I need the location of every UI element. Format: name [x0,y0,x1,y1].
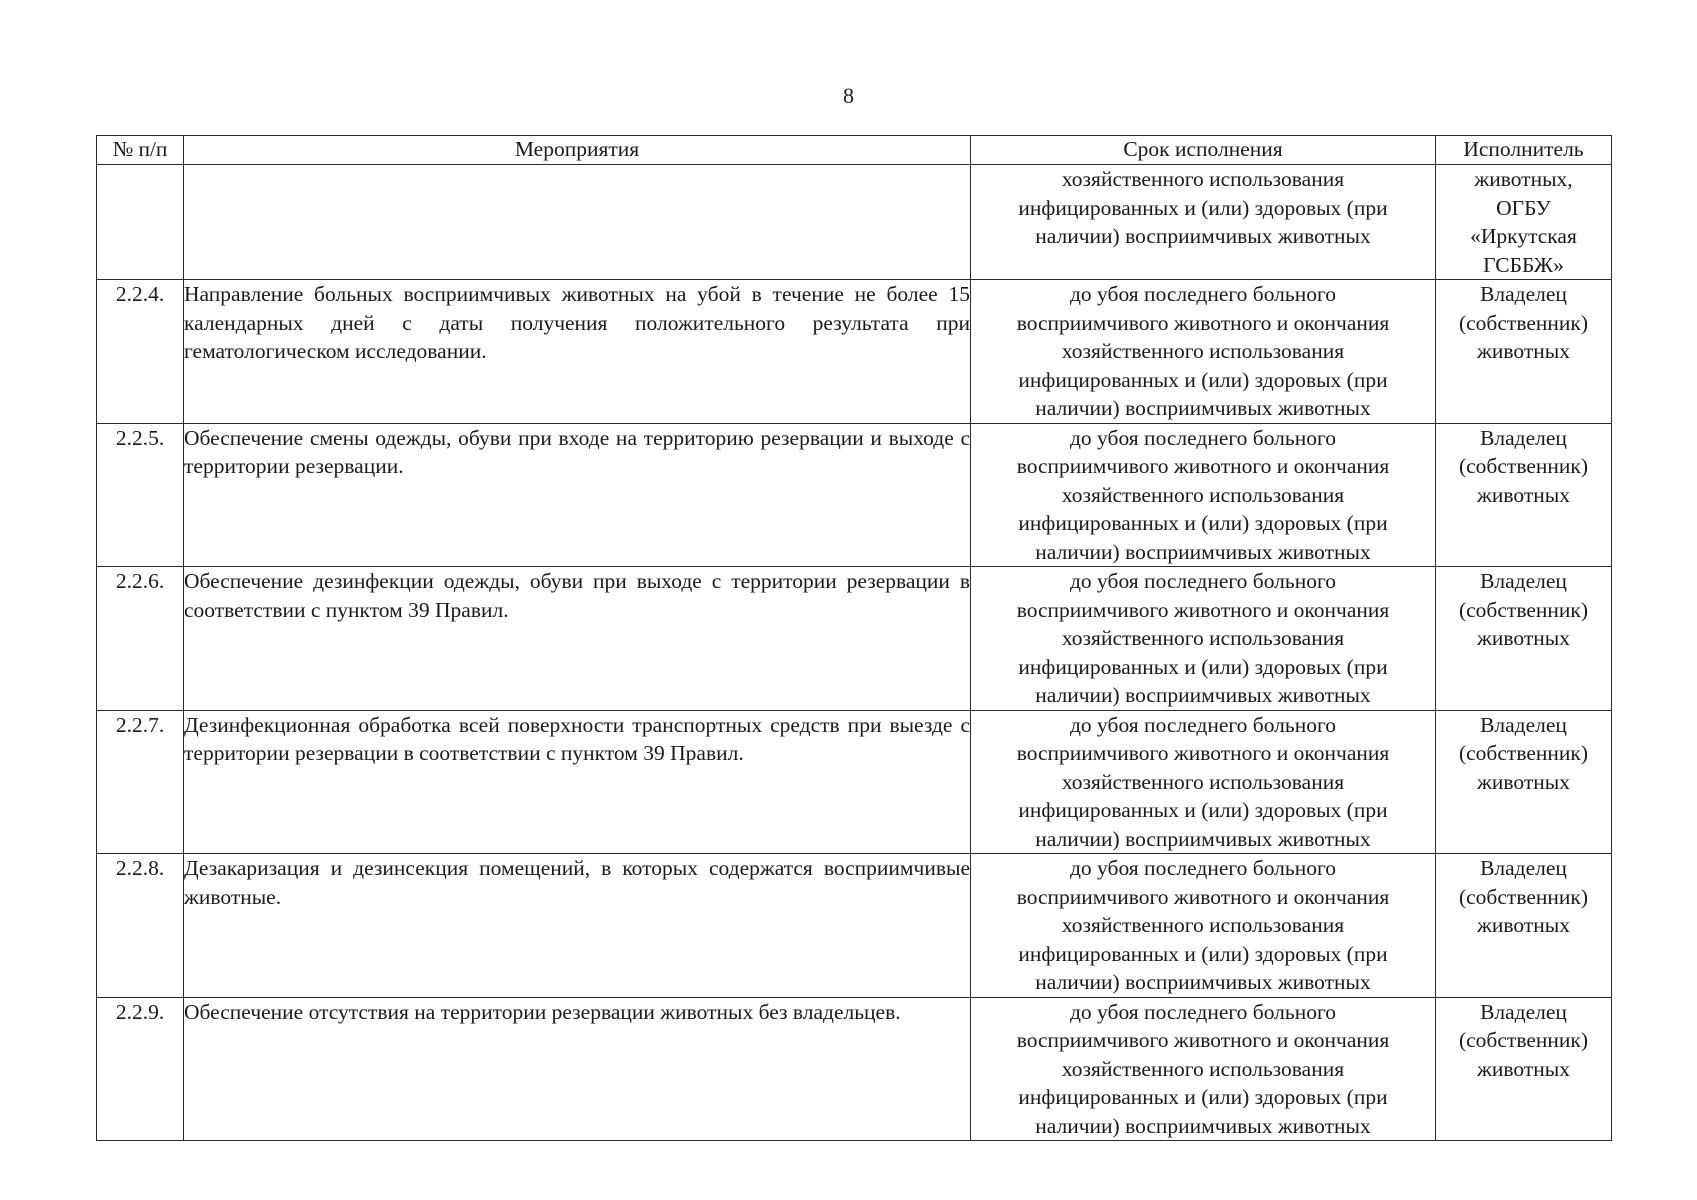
row-number: 2.2.9. [97,997,184,1141]
term-line: инфицированных и (или) здоровых (при [1018,511,1388,535]
row-activity: Обеспечение смены одежды, обуви при входе на территорию резервации и выходе с территории резервации. [184,423,971,567]
table-header-row [97,136,1612,165]
term-line: наличии) восприимчивых животных [1035,970,1371,994]
executor-line: животных [1477,482,1570,507]
executor-line: (собственник) [1458,310,1589,335]
term-line: наличии) восприимчивых животных [1035,396,1371,420]
executor-line: животных [1477,339,1570,363]
executor-line: «Иркутская [1470,224,1577,248]
executor-line: ГСББЖ» [1483,252,1564,277]
term-line: хозяйственного использования [1061,769,1345,794]
row-activity: Дезакаризация и дезинсекция помещений, в которых содержатся восприимчивые животные. [184,854,971,998]
row-executor [1436,710,1612,854]
term-line: до убоя последнего больного [1069,999,1337,1024]
header-executor: Исполнитель [1436,136,1612,165]
term-line: инфицированных и (или) здоровых (при [1018,1085,1388,1109]
table-row [97,997,1612,1141]
term-line: до убоя последнего больного [1069,712,1337,737]
row-number [97,165,184,280]
row-executor [1436,280,1612,424]
executor-line: ОГБУ [1496,195,1551,220]
executor-line: животных, [1474,167,1573,191]
row-number: 2.2.4. [97,280,184,424]
row-number: 2.2.8. [97,854,184,998]
row-number: 2.2.7. [97,710,184,854]
row-term [971,854,1436,998]
row-number: 2.2.5. [97,423,184,567]
executor-line: (собственник) [1458,884,1589,909]
term-line: хозяйственного использования [1061,167,1345,191]
row-term [971,710,1436,854]
term-line: наличии) восприимчивых животных [1035,539,1371,564]
term-line: хозяйственного использования [1061,1056,1345,1081]
term-line: восприимчивого животного и окончания [1016,454,1390,478]
term-line: восприимчивого животного и окончания [1016,741,1390,765]
term-line: хозяйственного использования [1061,626,1345,650]
term-line: хозяйственного использования [1061,339,1345,363]
term-line: до убоя последнего больного [1069,856,1337,880]
executor-line: животных [1477,913,1570,937]
executor-line: Владелец [1480,712,1567,737]
executor-line: (собственник) [1458,597,1589,622]
row-activity: Дезинфекционная обработка всей поверхности транспортных средств при выезде с территории резервации в соответствии с пунктом 39 Правил. [184,710,971,854]
executor-line: Владелец [1480,999,1567,1024]
table-row [97,567,1612,711]
row-term [971,423,1436,567]
term-line: наличии) восприимчивых животных [1035,224,1371,248]
executor-line: Владелец [1480,856,1567,880]
term-line: до убоя последнего больного [1069,425,1337,450]
term-line: восприимчивого животного и окончания [1016,884,1390,909]
executor-line: животных [1477,769,1570,794]
term-line: восприимчивого животного и окончания [1016,597,1390,622]
term-line: до убоя последнего больного [1069,282,1337,306]
table-row [97,423,1612,567]
term-line: инфицированных и (или) здоровых (при [1018,798,1388,822]
term-line: наличии) восприимчивых животных [1035,826,1371,851]
page-number: 8 [843,83,854,108]
executor-line: Владелец [1480,569,1567,593]
term-line: до убоя последнего больного [1069,569,1337,593]
term-line: наличии) восприимчивых животных [1035,1113,1371,1138]
row-term [971,165,1436,280]
measures-table [96,135,1612,1141]
row-term [971,997,1436,1141]
term-line: хозяйственного использования [1061,913,1345,937]
row-executor [1436,567,1612,711]
term-line: инфицированных и (или) здоровых (при [1018,367,1388,392]
row-activity: Обеспечение дезинфекции одежды, обуви при выходе с территории резервации в соответствии с пунктом 39 Правил. [184,567,971,711]
executor-line: (собственник) [1458,1028,1589,1052]
row-executor [1436,423,1612,567]
term-line: инфицированных и (или) здоровых (при [1018,654,1388,679]
term-line: восприимчивого животного и окончания [1016,310,1390,335]
row-activity [184,165,971,280]
executor-line: (собственник) [1458,741,1589,765]
row-executor [1436,997,1612,1141]
term-line: восприимчивого животного и окончания [1016,1028,1390,1052]
term-line: хозяйственного использования [1061,482,1345,507]
executor-line: животных [1477,626,1570,650]
executor-line: Владелец [1480,282,1567,306]
row-activity: Направление больных восприимчивых животных на убой в течение не более 15 календарных дней с даты получения положительного результата при гематологическом исследовании. [184,280,971,424]
table-row [97,280,1612,424]
row-activity: Обеспечение отсутствия на территории резервации животных без владельцев. [184,997,971,1141]
table-row [97,854,1612,998]
executor-line: животных [1477,1056,1570,1081]
term-line: инфицированных и (или) здоровых (при [1018,195,1388,220]
term-line: наличии) восприимчивых животных [1035,683,1371,707]
executor-line: (собственник) [1458,454,1589,478]
table-row [97,710,1612,854]
header-term: Срок исполнения [971,136,1436,165]
row-term [971,280,1436,424]
term-line: инфицированных и (или) здоровых (при [1018,941,1388,966]
table-row-continuation [97,165,1612,280]
row-number: 2.2.6. [97,567,184,711]
header-num: № п/п [97,136,184,165]
header-activity: Мероприятия [184,136,971,165]
executor-line: Владелец [1480,425,1567,450]
row-executor [1436,854,1612,998]
row-executor [1436,165,1612,280]
row-term [971,567,1436,711]
